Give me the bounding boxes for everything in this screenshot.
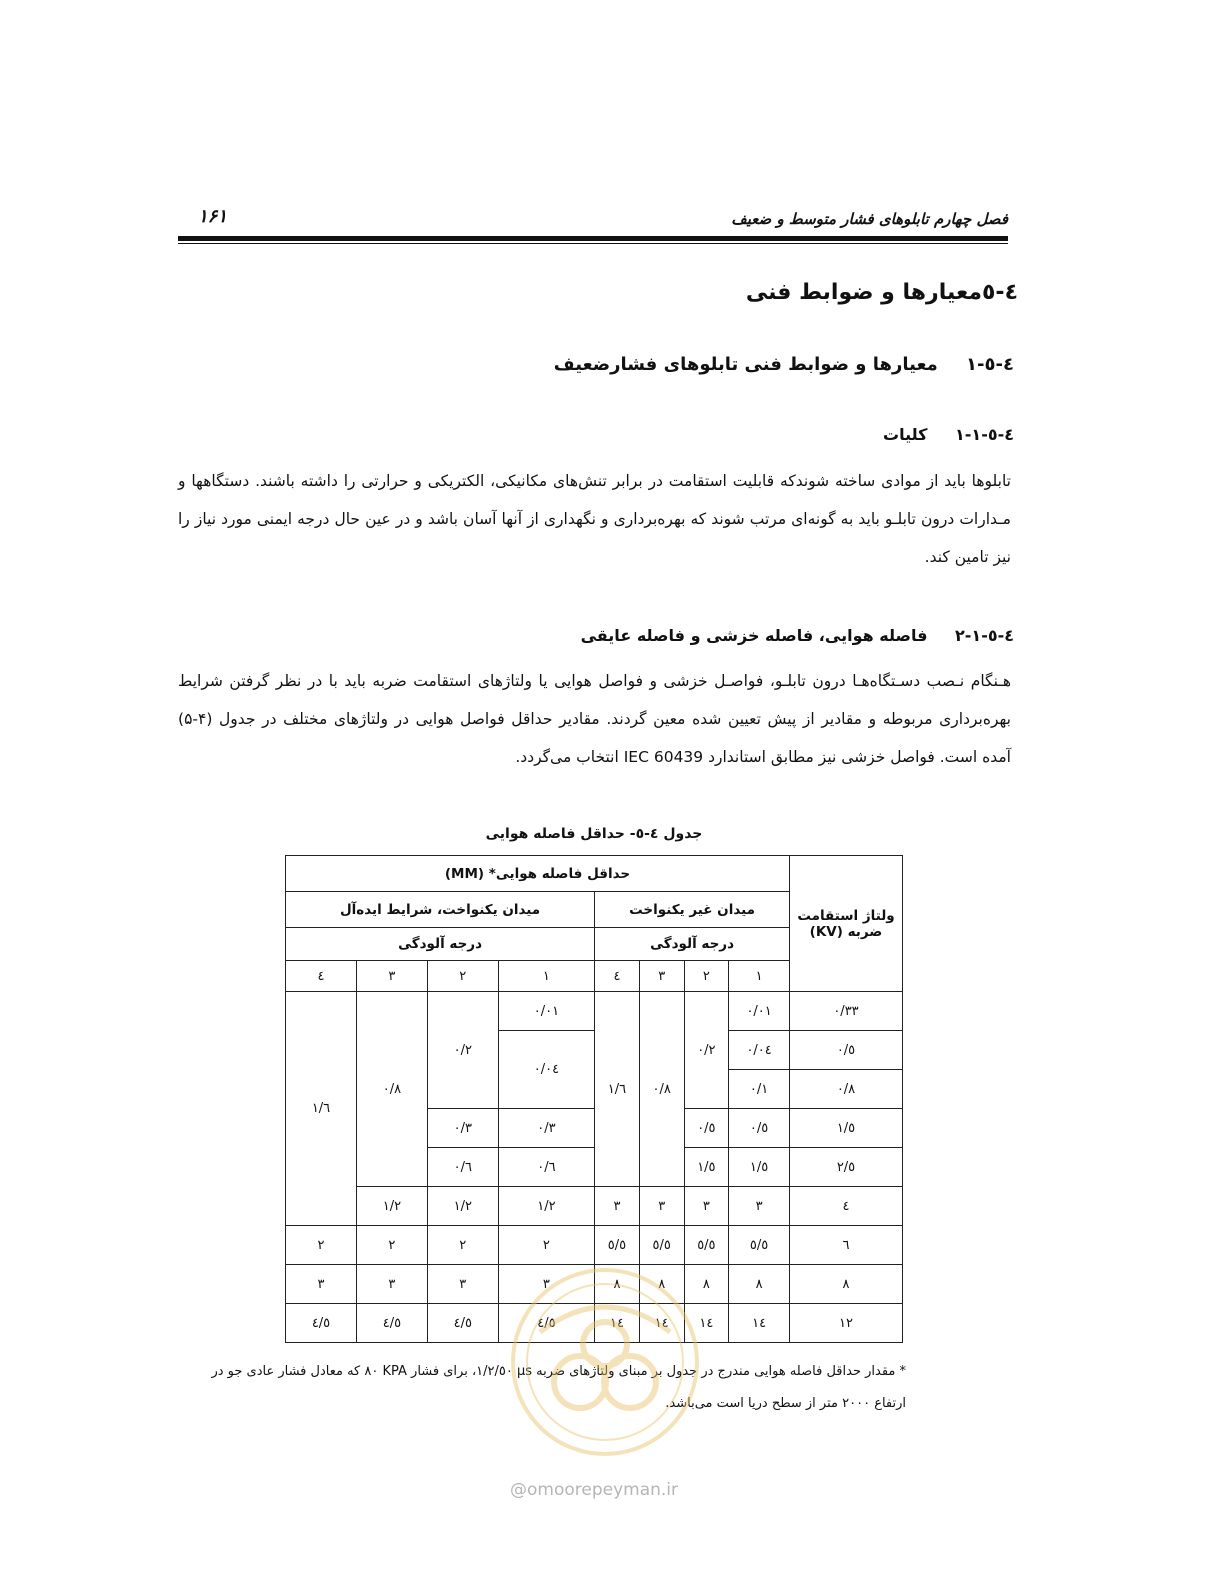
value-cell: ١/٢	[356, 1187, 427, 1226]
value-cell: ١/٥	[729, 1148, 790, 1187]
degree-cell: ٢	[427, 961, 498, 992]
value-cell: ٣	[639, 1187, 684, 1226]
value-cell: ١٤	[639, 1304, 684, 1343]
nonuniform-header: میدان غیر یکنواخت	[595, 892, 790, 928]
sub1-heading	[883, 425, 1014, 444]
value-cell: ٣	[595, 1187, 640, 1226]
voltage-cell: ٢/٥	[790, 1148, 903, 1187]
voltage-cell: ١٢	[790, 1304, 903, 1343]
uniform-header: میدان یکنواخت، شرایط ایده‌آل	[286, 892, 595, 928]
value-cell: ٠/٣	[498, 1109, 594, 1148]
value-cell: ٠/٢	[427, 992, 498, 1109]
degree-cell: ٢	[684, 961, 729, 992]
value-cell: ٨	[684, 1265, 729, 1304]
value-cell: ٠/٠١	[498, 992, 594, 1031]
value-cell: ١/٦	[286, 992, 357, 1226]
degree-cell: ٤	[286, 961, 357, 992]
group-header: حداقل فاصله هوایی* (MM)	[286, 856, 790, 892]
value-cell: ٥/٥	[595, 1226, 640, 1265]
value-cell: ١/٢	[498, 1187, 594, 1226]
subsection-number: ٤-٥-١	[966, 354, 1014, 375]
value-cell: ٣	[684, 1187, 729, 1226]
value-cell: ٠/٨	[356, 992, 427, 1187]
table-caption: جدول ٤-٥- حداقل فاصله هوایی	[485, 826, 703, 842]
table-row	[286, 1187, 903, 1226]
value-cell: ٠/٣	[427, 1109, 498, 1148]
value-cell: ٨	[639, 1265, 684, 1304]
section-title: معیارها و ضوابط فنی	[745, 280, 982, 305]
value-cell: ٥/٥	[684, 1226, 729, 1265]
subsection-heading	[554, 354, 1014, 375]
sub2-title: فاصله هوایی، فاصله خزشی و فاصله عایقی	[580, 626, 928, 645]
value-cell: ٢	[286, 1226, 357, 1265]
pollution-header-uniform: درجه آلودگی	[286, 928, 595, 961]
value-cell: ٨	[729, 1265, 790, 1304]
sub2-number: ٤-٥-١-٢	[955, 626, 1014, 645]
value-cell: ٣	[729, 1187, 790, 1226]
value-cell: ٣	[356, 1265, 427, 1304]
degree-cell: ٣	[639, 961, 684, 992]
degree-cell: ١	[498, 961, 594, 992]
chapter-title: فصل چهارم تابلوهای فشار متوسط و ضعیف	[731, 210, 1008, 228]
voltage-cell: ٦	[790, 1226, 903, 1265]
value-cell: ٠/٦	[427, 1148, 498, 1187]
section-number: ٤-٥	[981, 280, 1018, 305]
sub2-heading	[581, 626, 1014, 645]
header-rule-thick	[178, 236, 1008, 241]
value-cell: ١/٦	[595, 992, 640, 1187]
value-cell: ٠/٢	[684, 992, 729, 1109]
value-cell: ٠/١	[729, 1070, 790, 1109]
value-cell: ١٤	[595, 1304, 640, 1343]
sub2-paragraph: هـنگام نـصب دسـتگاه‌هـا درون تابلـو، فواصـل خزشی و فواصل هوایی یا ولتاژهای استقامت ضربه باید با در نظر گرفتن شرایط بهره‌برداری مربوطه و مقادیر از پیش تعیین شده معین گردند. مقادیر حداقل فواصل هوایی در ولتاژهای مختلف در جدول (۴-۵) آمده است. فواصل خزشی نیز مطابق استاندارد IEC 60439 انتخاب می‌گردد.	[178, 672, 1011, 766]
sub1-title: کلیات	[882, 425, 928, 444]
subsection-title: معیارها و ضوابط فنی تابلوهای فشارضعیف	[553, 354, 938, 375]
header-rule-thin	[178, 243, 1008, 244]
value-cell: ٤/٥	[286, 1304, 357, 1343]
value-cell: ٤/٥	[498, 1304, 594, 1343]
table-footnote: * مقدار حداقل فاصله هوایی مندرج در جدول بر مبنای ولتاژهای ضربه μs ١/٢/٥٠، برای فشار KPA ٨٠ که معادل فشار عادی جو در ارتفاع ٢٠٠٠ متر از سطح دریا است می‌باشد.	[211, 1364, 906, 1411]
value-cell: ٢	[427, 1226, 498, 1265]
watermark-seal-icon	[500, 1262, 710, 1462]
value-cell: ٣	[286, 1265, 357, 1304]
voltage-header: ولتاژ استقامت ضربه (KV)	[790, 856, 903, 992]
value-cell: ١/٥	[684, 1148, 729, 1187]
value-cell: ١٤	[729, 1304, 790, 1343]
voltage-cell: ١/٥	[790, 1109, 903, 1148]
voltage-cell: ٠/٣٣	[790, 992, 903, 1031]
value-cell: ١٤	[684, 1304, 729, 1343]
degree-cell: ٤	[595, 961, 640, 992]
degree-cell: ١	[729, 961, 790, 992]
value-cell: ٤/٥	[427, 1304, 498, 1343]
page-header	[178, 204, 1008, 234]
section-heading	[746, 280, 1018, 305]
page-number: ۱۶۱	[198, 206, 228, 227]
value-cell: ٨	[595, 1265, 640, 1304]
sub1-paragraph: تابلوها باید از موادی ساخته شوندکه قابلیت استقامت در برابر تنش‌های مکانیکی، الکتریکی و حرارتی را داشته باشند. دستگاهها و مـدارات درون تابلـو باید به گونه‌ای مرتب شوند که بهره‌برداری و نگهداری از آنها آسان باشد و در عین حال درجه ایمنی مورد نیاز را نیز تامین کند.	[178, 472, 1011, 566]
voltage-cell: ٨	[790, 1265, 903, 1304]
value-cell: ١/٢	[427, 1187, 498, 1226]
sub1-number: ٤-٥-١-١	[955, 425, 1014, 444]
value-cell: ٤/٥	[356, 1304, 427, 1343]
value-cell: ٠/٦	[498, 1148, 594, 1187]
pollution-header-nonuniform: درجه آلودگی	[595, 928, 790, 961]
degree-cell: ٣	[356, 961, 427, 992]
watermark-site: @omoorepeyman.ir	[510, 1480, 679, 1500]
value-cell: ٣	[498, 1265, 594, 1304]
value-cell: ٥/٥	[729, 1226, 790, 1265]
voltage-cell: ٤	[790, 1187, 903, 1226]
value-cell: ٠/٥	[684, 1109, 729, 1148]
value-cell: ٥/٥	[639, 1226, 684, 1265]
voltage-cell: ٠/٨	[790, 1070, 903, 1109]
value-cell: ٣	[427, 1265, 498, 1304]
value-cell: ٠/٠٤	[729, 1031, 790, 1070]
value-cell: ٠/٠١	[729, 992, 790, 1031]
value-cell: ٠/٥	[729, 1109, 790, 1148]
value-cell: ٠/٠٤	[498, 1031, 594, 1109]
value-cell: ٢	[356, 1226, 427, 1265]
value-cell: ٢	[498, 1226, 594, 1265]
table-row	[286, 992, 903, 1031]
value-cell: ٠/٨	[639, 992, 684, 1187]
table-row	[286, 1226, 903, 1265]
voltage-cell: ٠/٥	[790, 1031, 903, 1070]
